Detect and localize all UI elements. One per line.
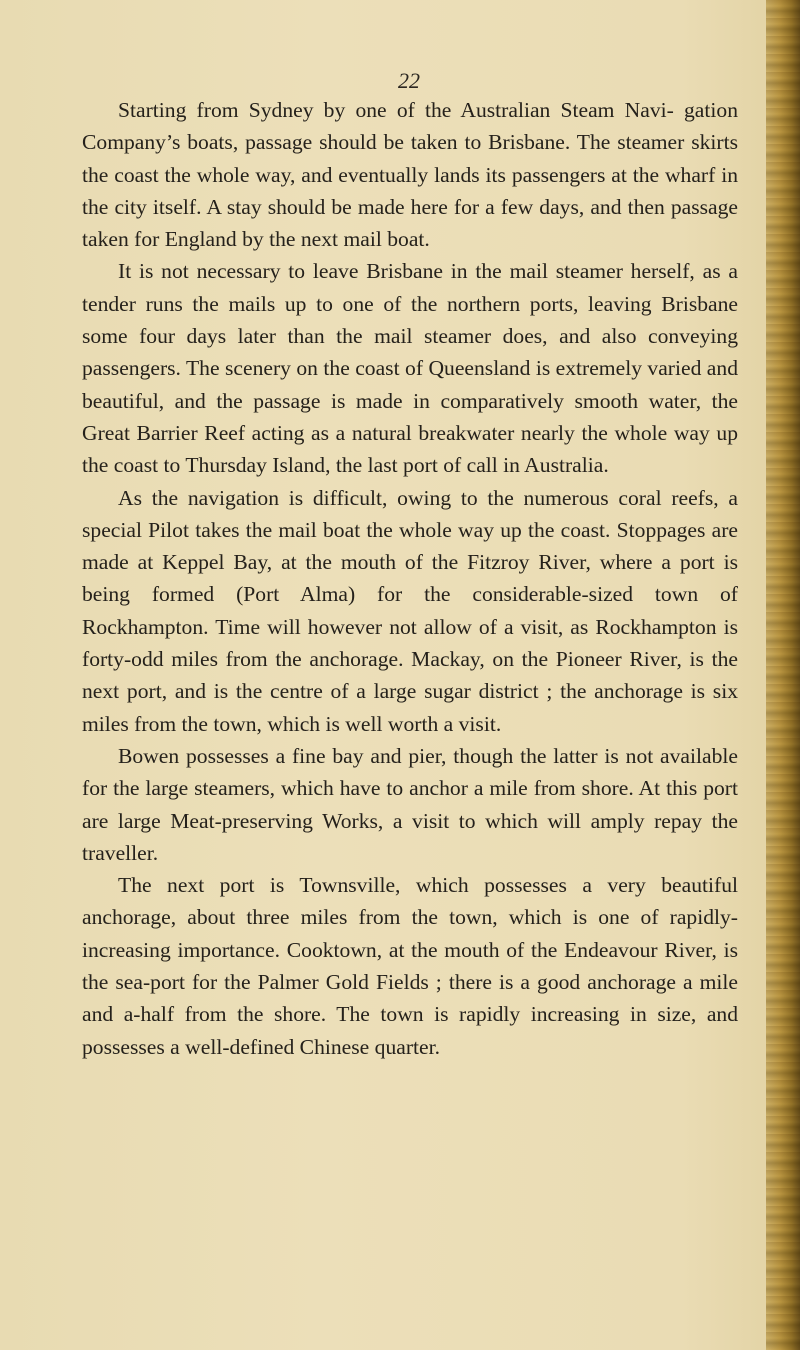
paragraph-4: Bowen possesses a fine bay and pier, though the latter is not available for the large steamers, which have to anchor a mile from shore. At this port are large Meat-preserving Works, a visit to which will amply repay the traveller. [82, 743, 738, 865]
page-number: 22 [398, 68, 420, 93]
paragraph-5: The next port is Townsville, which possesses a very beautiful anchorage, about three miles from the town, which is one of rapidly-increasing importance. Cooktown, at the mouth of the Endeavour River, is the sea-port for the Palmer Gold Fields ; there is a good anchorage a mile and a-half from the shore. The town is rapidly increasing in size, and possesses a well-defined Chinese quarter. [82, 873, 738, 1059]
paragraph-3: As the navigation is difficult, owing to the numerous coral reefs, a special Pilot takes the mail boat the whole way up the coast. Stoppages are made at Keppel Bay, at the mouth of the Fitzroy River, where a port is being formed (Port Alma) for the considerable-sized town of Rockhampton. Time will however not allow of a visit, as Rockhampton is forty-odd miles from the anchorage. Mackay, on the Pioneer River, is the next port, and is the centre of a large sugar district ; the anchorage is six miles from the town, which is well worth a visit. [82, 485, 738, 736]
paragraph-1: Starting from Sydney by one of the Australian Steam Navi- gation Company’s boats, passage should be taken to Brisbane. The steamer skirts the coast the whole way, and eventually lands its passengers at the wharf in the city itself. A stay should be made here for a few days, and then passage taken for England by the next mail boat. [82, 98, 738, 252]
paragraph-2: It is not necessary to leave Brisbane in the mail steamer herself, as a tender runs the mails up to one of the northern ports, leaving Brisbane some four days later than the mail steamer does, and also conveying passengers. The scenery on the coast of Queensland is extremely varied and beautiful, and the passage is made in comparatively smooth water, the Great Barrier Reef acting as a natural breakwater nearly the whole way up the coast to Thursday Island, the last port of call in Australia. [82, 259, 738, 478]
page-edge [766, 0, 800, 1350]
body-text [82, 94, 738, 1063]
